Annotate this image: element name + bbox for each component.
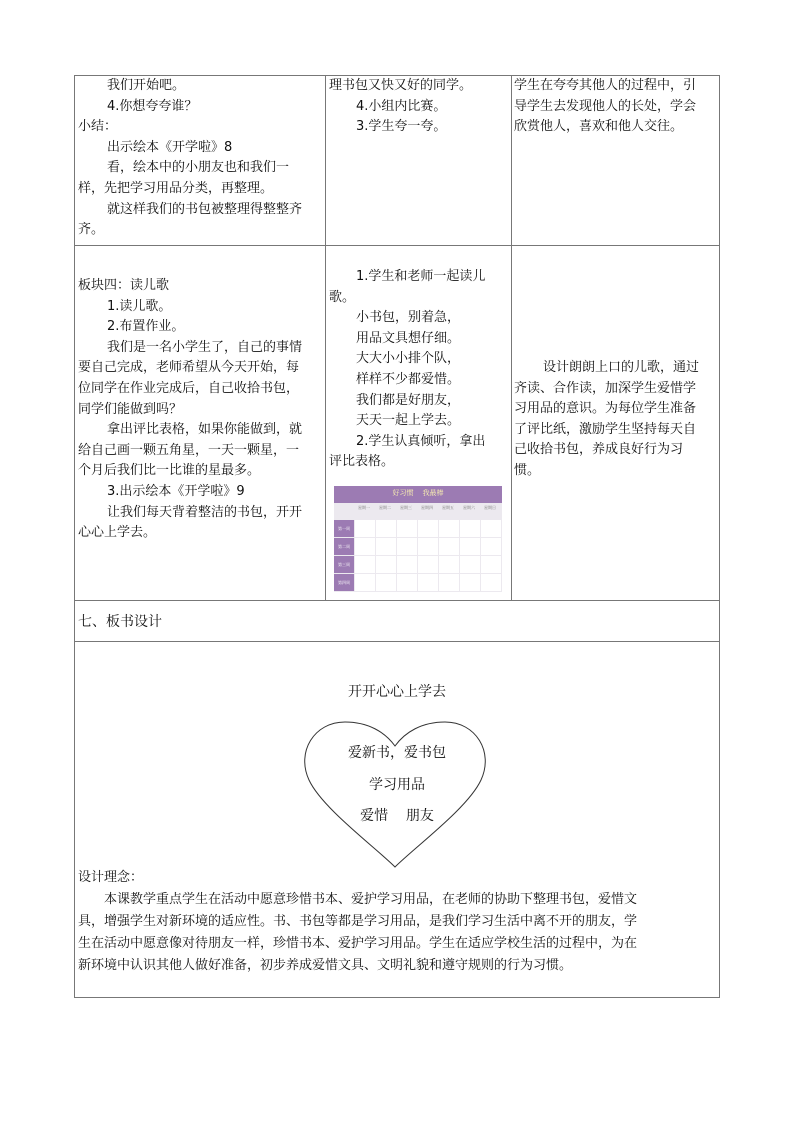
text-line: 齐。 [78, 222, 105, 238]
text-line: 要自己完成，老师希望从今天开始，每 [78, 360, 300, 376]
heart-line: 学习用品 [369, 777, 425, 793]
mid-row-col2 [329, 267, 509, 473]
evaluation-grid-cell [355, 538, 375, 555]
text-line: 同学们能做到吗？ [78, 401, 183, 417]
weekday-label: 星期五 [442, 505, 454, 510]
evaluation-grid-cell [439, 520, 459, 537]
evaluation-grid-cell [355, 520, 375, 537]
text-line: 2.学生认真倾听，拿出 [356, 433, 486, 449]
evaluation-grid-cell [355, 556, 375, 573]
text-line: 心心上学去。 [78, 525, 157, 541]
text-line: 1.读儿歌。 [107, 298, 172, 314]
text-line: 就这样我们的书包被整理得整整齐 [107, 201, 303, 217]
text-line: 个月后我们比一比谁的星最多。 [78, 463, 261, 479]
evaluation-grid-cell [460, 520, 480, 537]
text-line: 出示绘本《开学啦》8 [107, 139, 233, 155]
evaluation-grid-cell [481, 520, 501, 537]
table-border-right [719, 75, 720, 998]
column-divider-2 [511, 75, 512, 601]
evaluation-grid-cell [355, 574, 375, 591]
nursery-rhyme-line: 用品文具想仔细。 [356, 330, 461, 346]
weekday-label: 星期二 [379, 505, 391, 510]
evaluation-chart-header [334, 486, 502, 503]
top-row-col3 [514, 76, 718, 138]
evaluation-grid-cell [418, 538, 438, 555]
design-idea-label: 设计理念： [78, 870, 144, 885]
weekday-label: 星期六 [463, 505, 475, 510]
text-line: 2.布置作业。 [107, 319, 185, 335]
weekday-label: 星期日 [484, 505, 496, 510]
week-label: 第三周 [334, 556, 354, 573]
board-design-title: 开开心心上学去 [348, 684, 446, 700]
evaluation-grid-cell [439, 556, 459, 573]
column-divider-1 [325, 75, 326, 601]
top-row-col2 [329, 76, 509, 138]
text-line: 拿出评比表格，如果你能做到，就 [107, 422, 303, 438]
nursery-rhyme-line: 我们都是好朋友， [356, 392, 461, 408]
text-line: 设计朗朗上口的儿歌，通过 [543, 360, 700, 375]
evaluation-grid-cell [376, 574, 396, 591]
heart-line: 爱惜 朋友 [360, 808, 434, 824]
evaluation-grid-cell [376, 556, 396, 573]
text-line: 样，先把学习用品分类，再整理。 [78, 180, 274, 196]
nursery-rhyme-line: 小书包，别着急， [356, 310, 461, 326]
text-line: 己收拾书包，养成良好行为习 [514, 442, 684, 458]
weekday-label: 星期三 [400, 505, 412, 510]
evaluation-grid-cell [397, 556, 417, 573]
top-row-col1 [78, 76, 324, 241]
evaluation-grid-cell [460, 574, 480, 591]
design-idea-text: 本课教学重点学生在活动中愿意珍惜书本、爱护学习用品，在老师的协助下整理书包，爱惜文 [104, 892, 638, 907]
heart-line: 爱新书，爱书包 [348, 745, 446, 761]
text-line: 惯。 [514, 462, 541, 478]
text-line: 理书包又快又好的同学。 [329, 78, 473, 93]
text-line: 3.出示绘本《开学啦》9 [107, 483, 245, 499]
heart-icon [300, 718, 490, 870]
text-line: 给自己画一颗五角星，一天一颗星，一 [78, 442, 300, 458]
evaluation-grid-cell [481, 574, 501, 591]
design-idea-text: 生在活动中愿意像对待朋友一样，珍惜书本、爱护学习用品。学生在适应学校生活的过程中，为在 [78, 936, 638, 951]
text-line: 了评比纸，激励学生坚持每天自 [514, 421, 697, 437]
evaluation-grid-cell [376, 520, 396, 537]
text-line: 3.学生夸一夸。 [356, 119, 447, 135]
design-idea-text: 具，增强学生对新环境的适应性。书、书包等都是学习用品，是我们学习生活中离不开的朋友，学 [78, 914, 638, 929]
mid-row-col3 [514, 358, 718, 482]
text-line: 4.小组内比赛。 [356, 98, 447, 114]
text-line: 4.你想夸夸谁？ [107, 98, 198, 114]
design-idea-text: 新环境中认识其他人做好准备，初步养成爱惜文具、文明礼貌和遵守规则的行为习惯。 [78, 958, 573, 973]
evaluation-grid-cell [460, 538, 480, 555]
evaluation-chart-title: 好习惯 我最棒 [392, 489, 444, 497]
text-line: 板块四：读儿歌 [78, 278, 170, 293]
text-line: 1.学生和老师一起读儿 [356, 269, 486, 284]
section-title: 七、板书设计 [78, 614, 162, 630]
row-divider-3 [74, 641, 720, 642]
text-line: 小结： [78, 119, 118, 135]
week-label: 第二周 [334, 538, 354, 555]
evaluation-grid-cell [397, 574, 417, 591]
week-label: 第四周 [334, 574, 354, 591]
design-idea [78, 867, 718, 977]
text-line: 我们是一名小学生了，自己的事情 [107, 339, 303, 355]
text-line: 学生在夸夸其他人的过程中，引 [514, 78, 697, 93]
row-divider-2 [74, 600, 720, 601]
evaluation-grid-cell [418, 520, 438, 537]
mid-row-col1 [78, 276, 324, 544]
evaluation-grid-cell [418, 556, 438, 573]
week-label: 第一周 [334, 520, 354, 537]
evaluation-grid-cell [481, 538, 501, 555]
text-line: 齐读、合作读，加深学生爱惜学 [514, 380, 697, 396]
nursery-rhyme-line: 天天一起上学去。 [356, 413, 461, 429]
evaluation-grid-cell [397, 520, 417, 537]
evaluation-grid-cell [481, 556, 501, 573]
evaluation-grid-cell [460, 556, 480, 573]
evaluation-grid-cell [418, 574, 438, 591]
text-line: 评比表格。 [329, 454, 395, 470]
text-line: 让我们每天背着整洁的书包，开开 [107, 504, 303, 520]
text-line: 看，绘本中的小朋友也和我们一 [107, 160, 290, 176]
text-line: 歌。 [329, 289, 356, 305]
table-border-left [74, 75, 75, 998]
evaluation-chart-image [334, 486, 502, 592]
table-border-bottom [74, 997, 720, 998]
weekday-label: 星期四 [421, 505, 433, 510]
nursery-rhyme-line: 大大小小排个队， [356, 351, 461, 367]
nursery-rhyme-line: 样样不少都爱惜。 [356, 371, 461, 387]
weekday-label: 星期一 [358, 505, 370, 510]
evaluation-grid-cell [439, 538, 459, 555]
text-line: 位同学在作业完成后，自己收拾书包， [78, 380, 300, 396]
text-line: 习用品的意识。为每位学生准备 [514, 401, 697, 417]
evaluation-grid-cell [376, 538, 396, 555]
row-divider-1 [74, 245, 720, 246]
text-line: 欣赏他人，喜欢和他人交往。 [514, 119, 684, 135]
text-line: 导学生去发现他人的长处，学会 [514, 98, 697, 114]
evaluation-grid-cell [397, 538, 417, 555]
evaluation-grid-cell [439, 574, 459, 591]
text-line: 我们开始吧。 [107, 78, 186, 93]
